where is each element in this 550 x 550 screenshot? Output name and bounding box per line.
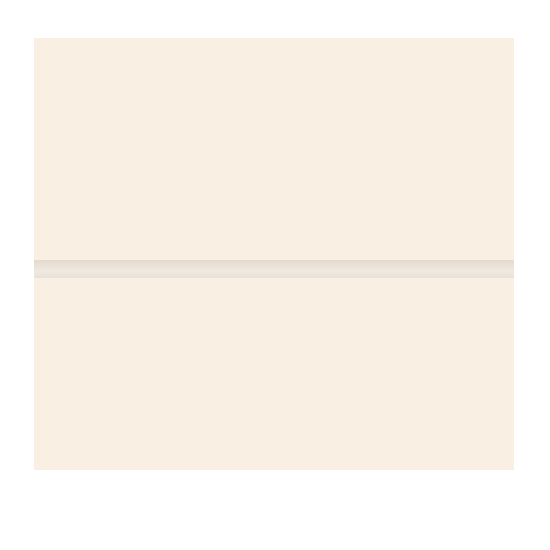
bottom-page — [34, 278, 514, 470]
month-tabs — [34, 490, 514, 530]
top-page — [34, 38, 514, 260]
page-fold — [34, 260, 514, 278]
